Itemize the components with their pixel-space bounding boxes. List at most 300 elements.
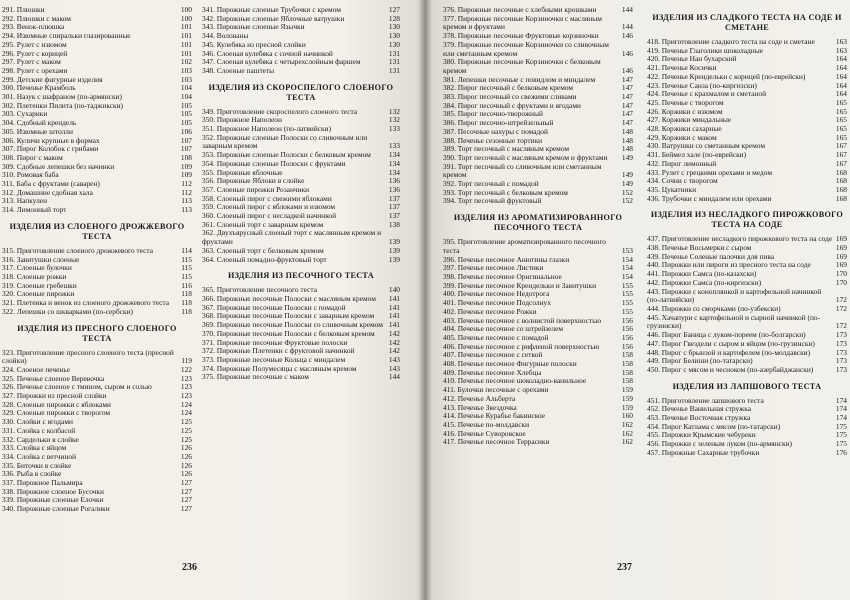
toc-entry (443, 438, 633, 447)
toc-entry (443, 290, 633, 299)
entry-title: 451. Приготовление лапшового теста (647, 396, 764, 405)
entry-title: 434. Сочни с творогом (647, 177, 718, 186)
entry-page-number: 175 (835, 439, 847, 449)
entry-title: 326. Печенье слоеное с тмином, сыром и солью (2, 383, 152, 392)
entry-page-number: 148 (621, 126, 633, 136)
toc-entry (202, 6, 400, 15)
entry-page-number: 168 (835, 176, 847, 186)
section-heading: ИЗДЕЛИЯ ИЗ НЕСЛАДКОГО ПИРОЖКОВОГО ТЕСТА НА СОДЕ (650, 210, 844, 230)
entry-page-number: 173 (835, 347, 847, 357)
toc-entry (647, 279, 847, 288)
toc-entry (647, 414, 847, 423)
toc-entry (647, 440, 847, 449)
toc-entry (443, 256, 633, 265)
toc-entry (443, 145, 633, 154)
toc-entry (202, 295, 400, 304)
toc-entry (202, 160, 400, 169)
entry-title: 448. Пирог с брынзой и картофелем (по-молдавски) (647, 348, 811, 357)
toc-entry (647, 186, 847, 195)
entry-page-number: 154 (621, 271, 633, 281)
entry-page-number: 136 (388, 176, 400, 186)
entry-page-number: 113 (181, 205, 192, 215)
entry-page-number: 119 (181, 356, 192, 366)
entry-page-number: 101 (180, 48, 192, 58)
entry-page-number: 106 (180, 126, 192, 136)
toc-entry (443, 343, 633, 352)
toc-entry (202, 15, 400, 24)
entry-page-number: 155 (621, 280, 633, 290)
toc-entry (647, 90, 847, 99)
entry-title: 402. Печенье песочное Рожки (443, 307, 537, 316)
toc-entry (647, 397, 847, 406)
entry-page-number: 173 (835, 330, 847, 340)
entry-page-number: 165 (835, 115, 847, 125)
toc-entry (647, 405, 847, 414)
entry-page-number: 115 (181, 263, 192, 273)
toc-entry (443, 412, 633, 421)
toc-entry (443, 119, 633, 128)
toc-entry (647, 151, 847, 160)
toc-entry (443, 282, 633, 291)
entry-page-number: 123 (180, 373, 192, 383)
entry-title: 346. Слоеная кулебяка с сочной начинкой (202, 49, 333, 58)
entry-page-number: 126 (180, 469, 192, 479)
entry-title: 327. Пирожки из пресной слойки (2, 392, 107, 401)
entry-title: 319. Слоеные гребешки (2, 281, 77, 290)
entry-page-number: 132 (388, 106, 400, 116)
entry-page-number: 149 (621, 179, 633, 189)
entry-page-number: 156 (621, 341, 633, 351)
entry-title: 416. Печенье Суворовское (443, 429, 526, 438)
toc-entry (443, 58, 633, 75)
entry-title: 449. Пирог Белиши (по-татарски) (647, 357, 753, 366)
toc-entry (443, 137, 633, 146)
entry-title: 361. Слоеный торт с заварным кремом (202, 220, 324, 229)
entry-page-number: 168 (835, 184, 847, 194)
entry-page-number: 126 (180, 451, 192, 461)
entry-page-number: 142 (388, 328, 400, 338)
entry-title: 412. Печенье Альберта (443, 394, 516, 403)
toc-entry (2, 119, 192, 128)
toc-entry (202, 186, 400, 195)
entry-page-number: 118 (181, 289, 192, 299)
entry-page-number: 133 (388, 141, 400, 151)
entry-title: 340. Пирожные слоеные Рогалики (2, 505, 110, 514)
toc-entry (443, 154, 633, 163)
entry-page-number: 155 (621, 298, 633, 308)
entry-page-number: 147 (621, 109, 633, 119)
entry-page-number: 134 (388, 158, 400, 168)
toc-entry (202, 32, 400, 41)
entry-title: 351. Пирожное Наполеон (по-латвийски) (202, 125, 332, 134)
toc-entry (2, 349, 192, 366)
entry-page-number: 169 (835, 251, 847, 261)
toc-entry (2, 401, 192, 410)
entry-page-number: 116 (181, 280, 192, 290)
toc-entry (647, 288, 847, 305)
entry-title: 403. Печенье песочное с волнистой поверхностью (443, 316, 602, 325)
entry-page-number: 163 (835, 45, 847, 55)
toc-entry (647, 47, 847, 56)
toc-entry (647, 134, 847, 143)
entry-page-number: 170 (835, 277, 847, 287)
entry-title: 381. Лепешки песочные с повидлом и миндалем (443, 75, 596, 84)
entry-page-number: 124 (180, 408, 192, 418)
toc-entry (202, 116, 400, 125)
entry-title: 452. Печенье Ванильная стружка (647, 405, 751, 414)
toc-entry (202, 195, 400, 204)
entry-page-number: 141 (388, 302, 400, 312)
entry-title: 446. Пирог Баница с луком-пореем (по-болгарски) (647, 331, 806, 340)
entry-title: 370. Пирожные песочные Полоски с белковым кремом (202, 329, 375, 338)
entry-title: 408. Печенье песочное Фигурные полоски (443, 360, 577, 369)
entry-title: 401. Печенье песочное Подсолнух (443, 299, 551, 308)
toc-column (202, 6, 400, 382)
entry-page-number: 149 (621, 152, 633, 162)
toc-entry (443, 351, 633, 360)
toc-entry (443, 421, 633, 430)
toc-entry (443, 128, 633, 137)
entry-page-number: 115 (181, 254, 192, 264)
entry-page-number: 107 (180, 135, 192, 145)
entry-title: 344. Волованы (202, 32, 249, 41)
entry-page-number: 105 (180, 118, 192, 128)
toc-entry (647, 349, 847, 358)
entry-title: 414. Печенье Курабье бакинское (443, 412, 546, 421)
entry-page-number: 137 (388, 211, 400, 221)
entry-page-number: 133 (388, 124, 400, 134)
entry-title: 390. Торт песочный с масляным кремом и фруктами (443, 153, 608, 162)
entry-title: 353. Пирожные слоеные Полоски с белковым кремом (202, 151, 371, 160)
entry-page-number: 126 (180, 460, 192, 470)
toc-entry (2, 180, 192, 189)
entry-page-number: 100 (180, 5, 192, 14)
entry-page-number: 165 (835, 106, 847, 116)
entry-title: 335. Биточки в слойке (2, 461, 72, 470)
entry-title: 391. Торт песочный со сливочным или сметанным кремом (443, 162, 602, 180)
entry-title: 329. Слоеные пирожки с творогом (2, 409, 111, 418)
entry-title: 362. Двухъярусный слоеный торт с маслянным кремом и фруктами (202, 229, 382, 247)
entry-page-number: 118 (181, 298, 192, 308)
entry-page-number: 138 (388, 219, 400, 229)
entry-title: 438. Печенье Восьмерки с сыром (647, 244, 752, 253)
entry-title: 375. Пирожные песочные с маком (202, 373, 309, 382)
toc-entry (647, 108, 847, 117)
entry-title: 439. Печенье Соленые палочки для пива (647, 252, 775, 261)
toc-entry (2, 84, 192, 93)
toc-entry (202, 229, 400, 246)
toc-entry (202, 304, 400, 313)
entry-page-number: 130 (388, 22, 400, 32)
entry-title: 415. Печенье по-молдавски (443, 420, 530, 429)
toc-entry (202, 58, 400, 67)
toc-entry (202, 41, 400, 50)
entry-page-number: 167 (835, 141, 847, 151)
toc-entry (2, 76, 192, 85)
toc-entry (2, 470, 192, 479)
entry-title: 399. Печенье песочное Крендельки и Завитушки (443, 281, 597, 290)
toc-entry (202, 151, 400, 160)
toc-entry (2, 264, 192, 273)
entry-page-number: 174 (835, 404, 847, 414)
entry-title: 345. Кулебяка из пресной слойки (202, 40, 306, 49)
entry-page-number: 136 (388, 184, 400, 194)
entry-title: 363. Слоеный торт с белковым кремом (202, 246, 324, 255)
page-number: 236 (182, 562, 197, 573)
entry-title: 419. Печенье Глаголики шоколадные (647, 46, 763, 55)
entry-page-number: 168 (835, 167, 847, 177)
entry-title: 298. Рулет с орехами (2, 66, 68, 75)
toc-entry (647, 116, 847, 125)
entry-title: 394. Торт песочный фруктовый (443, 197, 542, 206)
toc-entry (2, 171, 192, 180)
entry-title: 307. Пирог Колобок с грибами (2, 145, 99, 154)
entry-page-number: 144 (621, 22, 633, 32)
entry-page-number: 158 (621, 367, 633, 377)
entry-page-number: 101 (180, 31, 192, 41)
entry-title: 388. Печенье сезонные тортики (443, 136, 543, 145)
toc-entry (2, 436, 192, 445)
entry-title: 309. Сдобные лепешки без начинки (2, 162, 115, 171)
entry-title: 324. Слоеное печенье (2, 365, 70, 374)
entry-page-number: 132 (388, 115, 400, 125)
entry-title: 294. Изюмные спиральки глазированные (2, 32, 131, 41)
entry-title: 424. Печенье с крахмалом и сметаной (647, 90, 767, 99)
entry-page-number: 126 (180, 443, 192, 453)
toc-column (443, 6, 633, 447)
entry-page-number: 167 (835, 158, 847, 168)
entry-page-number: 118 (181, 306, 192, 316)
entry-title: 387. Песочные нахуры с помадой (443, 127, 548, 136)
entry-page-number: 147 (621, 118, 633, 128)
toc-entry (2, 409, 192, 418)
section-heading: ИЗДЕЛИЯ ИЗ ПРЕСНОГО СЛОЕНОГО ТЕСТА (17, 323, 177, 343)
entry-title: 373. Пирожные песочные Кольца с миндалем (202, 355, 346, 364)
entry-page-number: 169 (835, 234, 847, 244)
toc-entry (443, 264, 633, 273)
entry-page-number: 131 (388, 65, 400, 75)
entry-page-number: 156 (621, 332, 633, 342)
entry-title: 384. Пирог песочный с фруктами и ягодами (443, 101, 581, 110)
entry-page-number: 164 (835, 89, 847, 99)
entry-page-number: 140 (388, 285, 400, 295)
entry-title: 432. Пирог лимонный (647, 159, 717, 168)
entry-page-number: 134 (388, 167, 400, 177)
toc-entry (647, 38, 847, 47)
entry-title: 418. Приготовление сладкого теста на соде и сметане (647, 38, 815, 46)
toc-entry (2, 137, 192, 146)
toc-entry (443, 317, 633, 326)
entry-title: 296. Рулет с корицей (2, 49, 68, 58)
toc-entry (647, 423, 847, 432)
entry-title: 341. Пирожные слоеные Трубочки с кремом (202, 6, 341, 14)
entry-title: 325. Печенье слоеное Веревочка (2, 374, 105, 383)
entry-title: 409. Печенье песочное Хлебцы (443, 368, 542, 377)
entry-page-number: 154 (621, 263, 633, 273)
toc-entry (202, 286, 400, 295)
entry-title: 303. Сухарики (2, 110, 48, 119)
entry-page-number: 172 (835, 295, 847, 305)
entry-page-number: 109 (180, 170, 192, 180)
entry-page-number: 153 (621, 245, 633, 255)
entry-page-number: 170 (835, 269, 847, 279)
toc-entry (202, 221, 400, 230)
entry-page-number: 137 (388, 202, 400, 212)
entry-page-number: 146 (621, 65, 633, 75)
entry-title: 382. Пирог песочный с белковым кремом (443, 84, 574, 93)
entry-title: 313. Напкулен (2, 197, 48, 206)
toc-entry (2, 154, 192, 163)
entry-page-number: 130 (388, 39, 400, 49)
entry-title: 311. Баба с фруктами (саварен) (2, 180, 100, 189)
section-heading: ИЗДЕЛИЯ ИЗ СЛАДКОГО ТЕСТА НА СОДЕ И СМЕТАНЕ (652, 13, 842, 32)
right-page (425, 0, 850, 600)
toc-entry (2, 93, 192, 102)
toc-entry (2, 444, 192, 453)
entry-page-number: 108 (180, 152, 192, 162)
entry-page-number: 147 (621, 92, 633, 102)
entry-title: 347. Слоеная кулебяка с четырехслойным фаршем (202, 58, 361, 67)
entry-page-number: 139 (388, 254, 400, 264)
toc-entry (202, 177, 400, 186)
toc-entry (2, 41, 192, 50)
entry-title: 304. Сдобный крендель (2, 119, 77, 128)
entry-title: 330. Слойки с ягодами (2, 418, 73, 427)
entry-page-number: 162 (621, 437, 633, 447)
entry-title: 450. Пирог с мясом и чесноком (по-азербайджански) (647, 365, 814, 374)
entry-page-number: 101 (180, 22, 192, 32)
entry-title: 328. Слоеные пирожки с яблоками (2, 400, 112, 409)
entry-page-number: 159 (621, 385, 633, 395)
entry-title: 299. Детские фигурные изделия (2, 75, 103, 84)
toc-entry (443, 102, 633, 111)
entry-title: 350. Пирожное Наполеон (202, 116, 282, 125)
toc-entry (443, 299, 633, 308)
toc-entry (202, 339, 400, 348)
entry-page-number: 148 (621, 144, 633, 154)
entry-title: 444. Пирожки со сморчками (по-узбекски) (647, 304, 781, 313)
entry-page-number: 107 (180, 144, 192, 154)
entry-page-number: 172 (835, 303, 847, 313)
entry-page-number: 164 (835, 54, 847, 64)
entry-title: 295. Рулет с изюмом (2, 40, 67, 49)
entry-page-number: 165 (835, 97, 847, 107)
entry-page-number: 123 (180, 391, 192, 401)
entry-title: 301. Назук с шафраном (по-армянски) (2, 93, 122, 102)
entry-title: 359. Слоеный пирог с яблоками и изюмом (202, 203, 336, 212)
entry-title: 456. Пирожки с зеленым луком (по-армянски) (647, 440, 792, 449)
entry-title: 417. Печенье песочное Террасики (443, 438, 550, 447)
entry-title: 291. Плюшки (2, 6, 45, 14)
entry-page-number: 146 (621, 31, 633, 41)
toc-entry (202, 347, 400, 356)
toc-entry (2, 6, 192, 15)
toc-entry (647, 305, 847, 314)
entry-page-number: 165 (835, 132, 847, 142)
entry-title: 421. Печенье Косички (647, 64, 717, 73)
entry-page-number: 152 (621, 187, 633, 197)
toc-entry (202, 67, 400, 76)
entry-page-number: 125 (180, 425, 192, 435)
entry-title: 436. Трубочки с миндалем или орехами (647, 194, 772, 203)
entry-title: 378. Пирожные песочные Фруктовые корзиночки (443, 32, 599, 41)
entry-page-number: 173 (835, 364, 847, 374)
entry-page-number: 102 (180, 57, 192, 67)
entry-page-number: 164 (835, 71, 847, 81)
entry-title: 308. Пирог с маком (2, 153, 63, 162)
toc-entry (647, 82, 847, 91)
toc-entry (647, 142, 847, 151)
toc-entry (443, 15, 633, 32)
entry-title: 426. Коржики с изюмом (647, 107, 723, 116)
toc-entry (2, 128, 192, 137)
toc-entry (2, 256, 192, 265)
entry-title: 305. Изюмные штолли (2, 127, 73, 136)
entry-page-number: 123 (180, 382, 192, 392)
entry-page-number: 101 (180, 39, 192, 49)
entry-title: 343. Пирожные слоеные Язычки (202, 23, 305, 32)
entry-title: 423. Печенье Санза (по-киргизски) (647, 81, 757, 90)
entry-page-number: 127 (180, 495, 192, 505)
entry-page-number: 103 (180, 74, 192, 84)
toc-entry (647, 235, 847, 244)
entry-page-number: 167 (835, 150, 847, 160)
entry-title: 413. Печенье Звездочка (443, 403, 517, 412)
toc-entry (647, 449, 847, 458)
entry-title: 380. Пирожные песочные Корзиночки с белковым кремом (443, 58, 601, 75)
entry-title: 393. Торт песочный с белковым кремом (443, 188, 568, 197)
toc-entry (202, 373, 400, 382)
entry-page-number: 105 (180, 100, 192, 110)
toc-entry (647, 64, 847, 73)
entry-title: 385. Пирог песочно-творожный (443, 110, 543, 119)
toc-entry (2, 383, 192, 392)
toc-entry (202, 330, 400, 339)
entry-title: 292. Плюшки с маком (2, 14, 71, 23)
entry-title: 357. Слоеные пирожки Розанчики (202, 185, 310, 194)
entry-page-number: 155 (621, 306, 633, 316)
entry-page-number: 156 (621, 315, 633, 325)
toc-entry (2, 462, 192, 471)
entry-page-number: 143 (388, 363, 400, 373)
entry-title: 312. Домашние сдобная хала (2, 188, 93, 197)
toc-entry (647, 160, 847, 169)
toc-entry (443, 404, 633, 413)
toc-entry (647, 261, 847, 270)
entry-title: 441. Пирожки Самса (по-казахски) (647, 270, 757, 279)
entry-page-number: 141 (388, 293, 400, 303)
entry-title: 316. Завитушки слоеные (2, 255, 80, 264)
toc-entry (202, 108, 400, 117)
entry-title: 400. Печенье песочное Недотрога (443, 290, 550, 299)
entry-title: 447. Пирог Гвездели с сыром и яйцом (по-грузински) (647, 339, 815, 348)
entry-title: 453. Печенье Восточная стружка (647, 414, 751, 423)
toc-column (647, 6, 847, 458)
section-heading: ИЗДЕЛИЯ ИЗ СКОРОСПЕЛОГО СЛОЕНОГО ТЕСТА (208, 82, 394, 102)
toc-entry (202, 356, 400, 365)
entry-title: 406. Печенье песочное с рифленой поверхностью (443, 342, 600, 351)
toc-entry (202, 365, 400, 374)
entry-title: 306. Куличи крупные в формах (2, 136, 100, 145)
entry-page-number: 164 (835, 63, 847, 73)
page-number: 237 (617, 562, 632, 573)
entry-page-number: 164 (835, 80, 847, 90)
entry-title: 372. Пирожные Плетенки с фруктовой начинкой (202, 347, 355, 356)
entry-page-number: 144 (388, 372, 400, 382)
toc-entry (647, 431, 847, 440)
entry-page-number: 154 (621, 254, 633, 264)
entry-title: 366. Пирожные песочные Полоски с масляным кремом (202, 294, 376, 303)
